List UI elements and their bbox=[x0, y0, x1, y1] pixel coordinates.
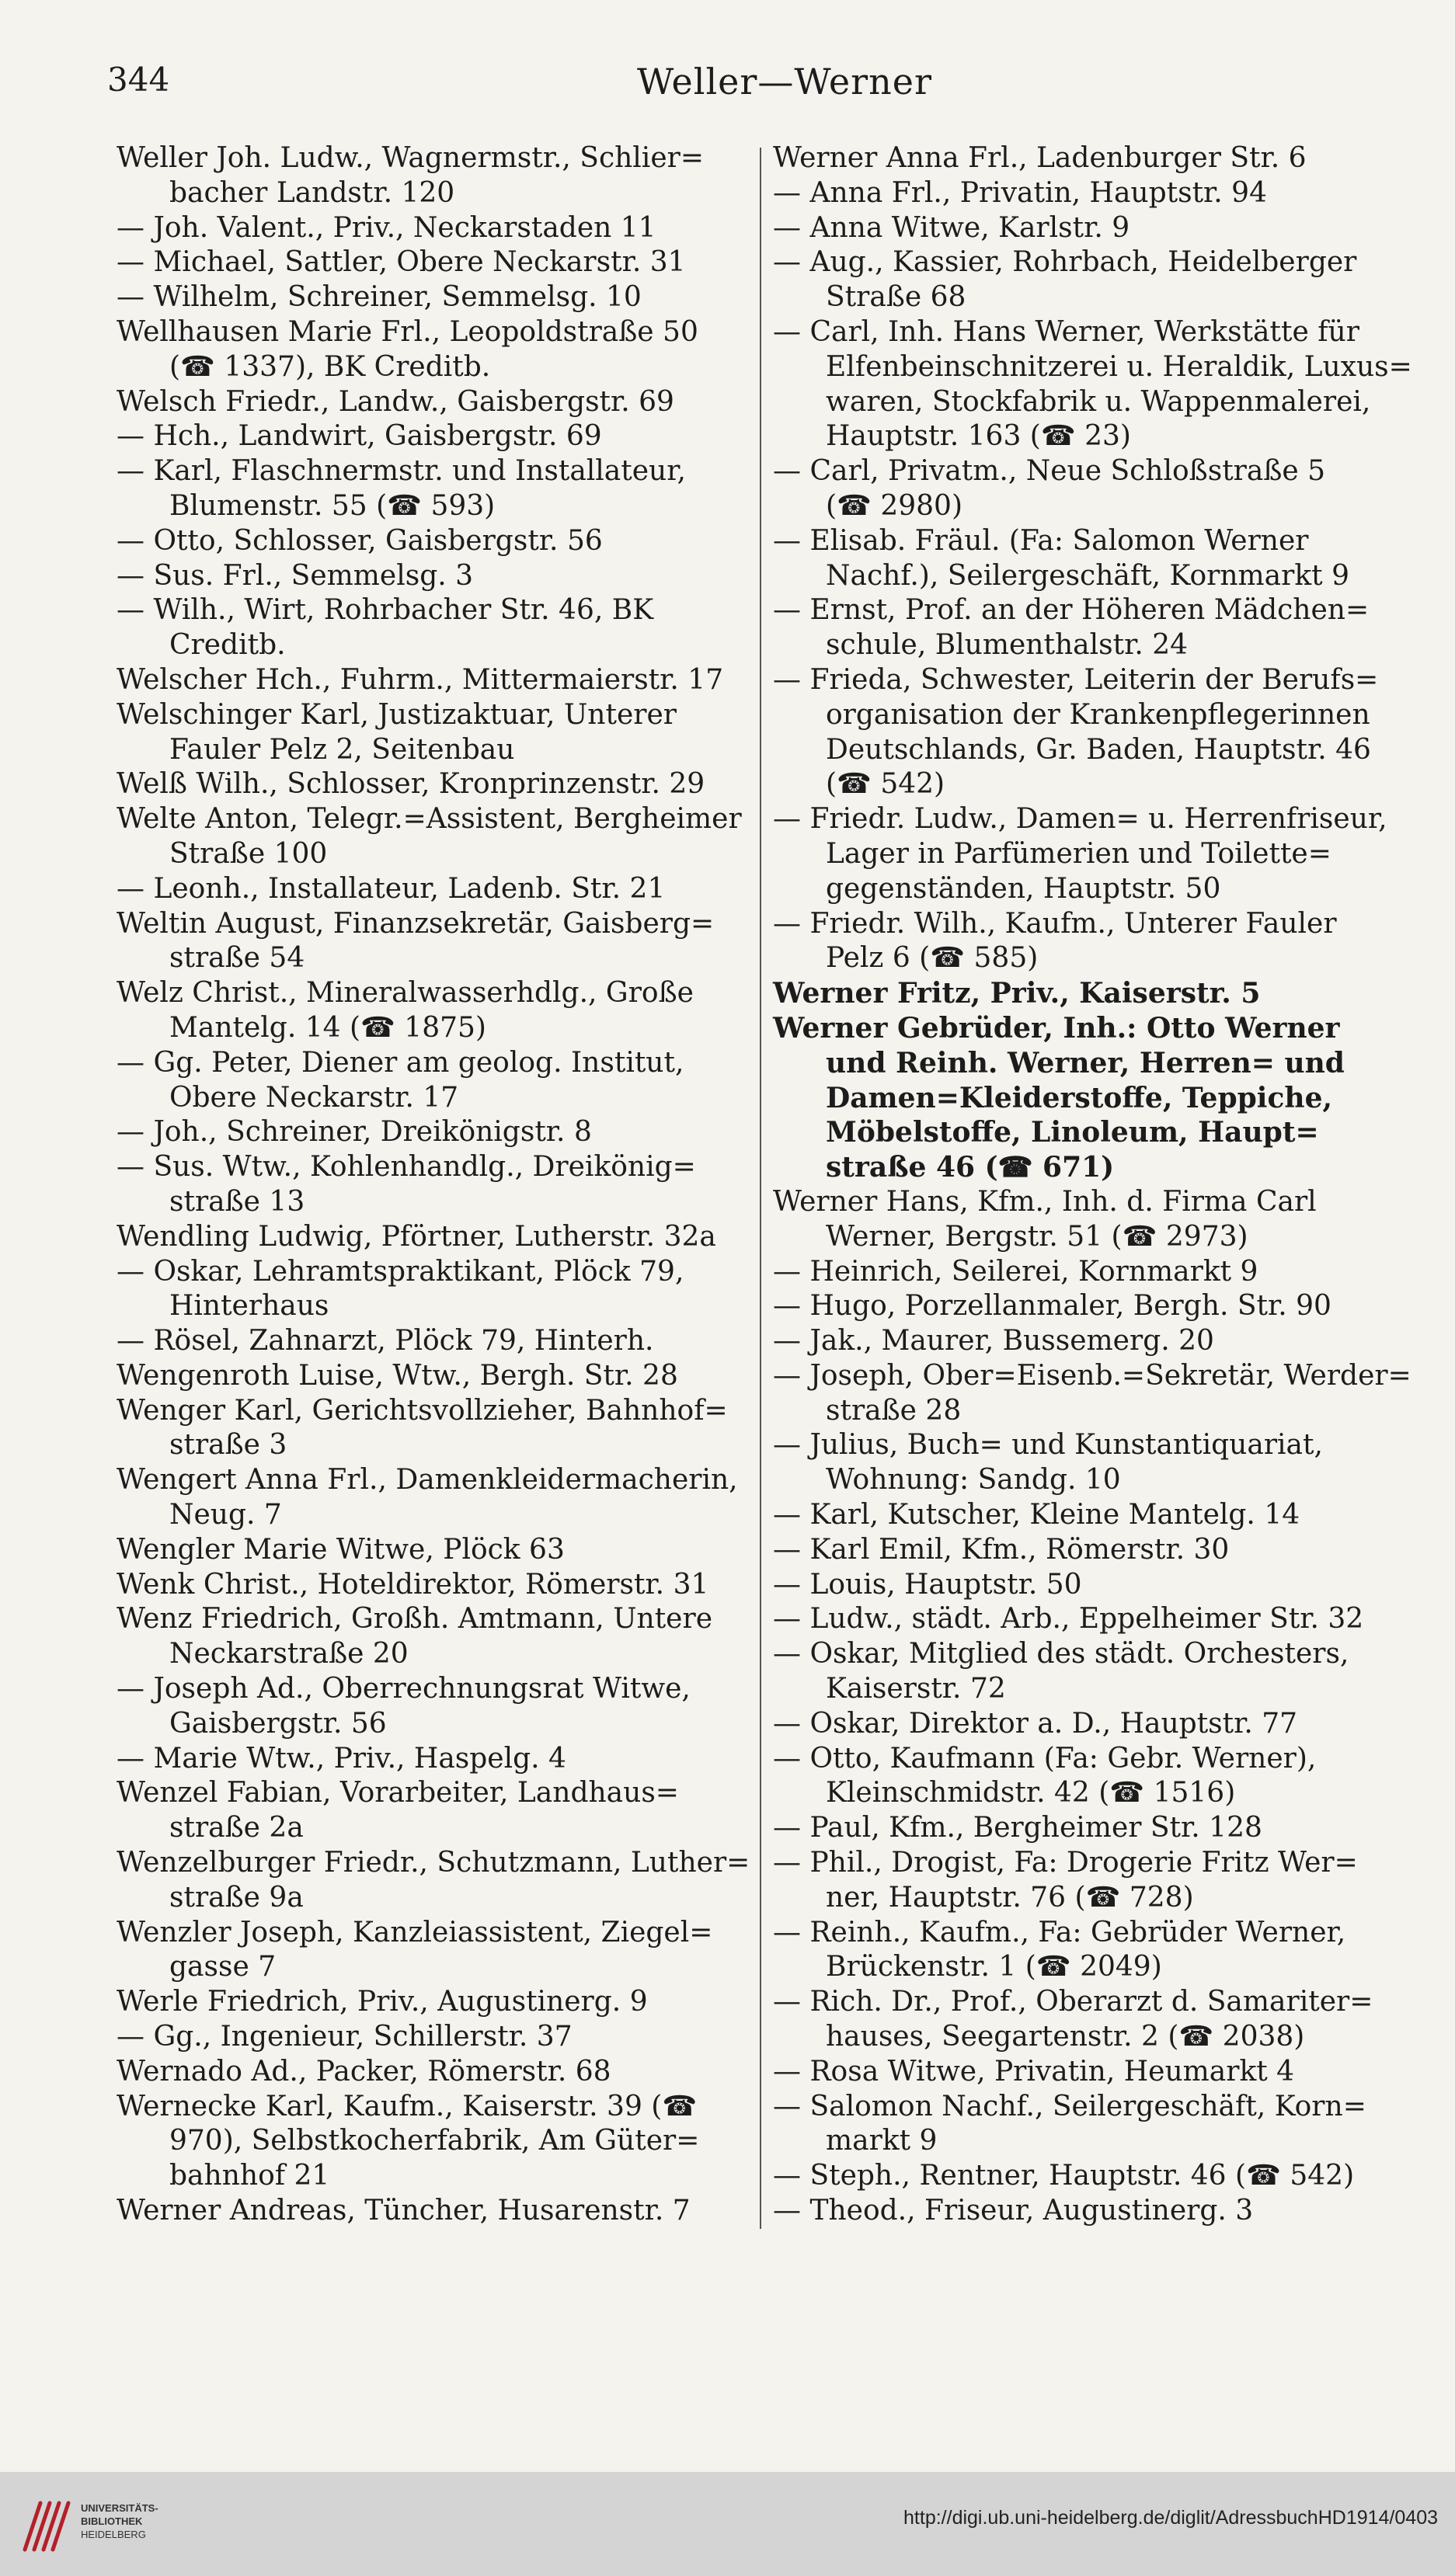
entry-line: straße 54 bbox=[169, 942, 305, 975]
entry-line: — Hugo, Porzellanmaler, Bergh. Str. 90 bbox=[773, 1290, 1331, 1323]
directory-entry bbox=[117, 2055, 754, 2090]
entry-line: — Michael, Sattler, Obere Neckarstr. 31 bbox=[117, 246, 686, 279]
entry-line: Wenzelburger Friedr., Schutzmann, Luther= bbox=[117, 1847, 750, 1879]
running-head: Weller—Werner bbox=[637, 61, 932, 103]
entry-line: Wernecke Karl, Kaufm., Kaiserstr. 39 (☎ bbox=[117, 2090, 698, 2122]
directory-entry bbox=[773, 1707, 1394, 1742]
entry-line: Welscher Hch., Fuhrm., Mittermaierstr. 17 bbox=[117, 663, 724, 696]
entry-line: — Marie Wtw., Priv., Haspelg. 4 bbox=[117, 1742, 566, 1775]
column-divider bbox=[760, 148, 761, 2229]
entry-line: Blumenstr. 55 (☎ 593) bbox=[169, 489, 496, 522]
entry-line: Brückenstr. 1 (☎ 2049) bbox=[826, 1951, 1162, 1983]
directory-entry bbox=[117, 245, 754, 280]
directory-entry bbox=[117, 2194, 754, 2229]
directory-entry bbox=[117, 141, 754, 211]
directory-entry bbox=[117, 315, 754, 385]
directory-entry bbox=[773, 524, 1394, 594]
source-url-link[interactable]: http://digi.ub.uni-heidelberg.de/diglit/AdressbuchHD1914/0403 bbox=[903, 2507, 1438, 2529]
entry-line: — Rosa Witwe, Privatin, Heumarkt 4 bbox=[773, 2055, 1295, 2088]
directory-entry bbox=[117, 1324, 754, 1359]
directory-entry bbox=[773, 907, 1394, 977]
entry-line: Werner Andreas, Tüncher, Husarenstr. 7 bbox=[117, 2195, 691, 2227]
directory-entry bbox=[773, 663, 1394, 802]
directory-entry bbox=[117, 2090, 754, 2194]
entry-line: bahnhof 21 bbox=[169, 2160, 330, 2192]
directory-entry bbox=[117, 385, 754, 420]
entry-line: — Joh., Schreiner, Dreikönigstr. 8 bbox=[117, 1116, 592, 1149]
entry-line: hauses, Seegartenstr. 2 (☎ 2038) bbox=[826, 2021, 1305, 2053]
directory-entry bbox=[117, 1359, 754, 1394]
entry-line: Obere Neckarstr. 17 bbox=[169, 1081, 459, 1114]
entry-line: Straße 100 bbox=[169, 837, 328, 870]
directory-entry bbox=[773, 1428, 1394, 1498]
entry-line: — Reinh., Kaufm., Fa: Gebrüder Werner, bbox=[773, 1916, 1346, 1949]
directory-entry bbox=[117, 1463, 754, 1533]
entry-line: Deutschlands, Gr. Baden, Hauptstr. 46 bbox=[826, 733, 1371, 766]
entry-line: Wendling Ludwig, Pförtner, Lutherstr. 32a bbox=[117, 1220, 716, 1253]
entry-line: — Ludw., städt. Arb., Eppelheimer Str. 32 bbox=[773, 1603, 1364, 1636]
entry-line: straße 9a bbox=[169, 1881, 304, 1914]
directory-entry bbox=[117, 1846, 754, 1916]
entry-line: Wengler Marie Witwe, Plöck 63 bbox=[117, 1533, 565, 1566]
directory-entry bbox=[117, 1046, 754, 1116]
right-column bbox=[773, 141, 1412, 2229]
entry-line: 970), Selbstkocherfabrik, Am Güter= bbox=[169, 2125, 700, 2157]
entry-line: Welsch Friedr., Landw., Gaisbergstr. 69 bbox=[117, 385, 674, 418]
directory-entry bbox=[773, 2159, 1394, 2194]
entry-line: Weltin August, Finanzsekretär, Gaisberg= bbox=[117, 907, 715, 940]
directory-entry bbox=[773, 1359, 1411, 1429]
directory-entry bbox=[773, 2055, 1394, 2090]
entry-line: (☎ 1337), BK Creditb. bbox=[169, 350, 491, 383]
directory-entry bbox=[117, 1985, 754, 2020]
directory-entry bbox=[773, 1185, 1394, 1255]
directory-entry bbox=[773, 1985, 1394, 2055]
entry-line: — Gg., Ingenieur, Schillerstr. 37 bbox=[117, 2021, 573, 2053]
entry-line: — Joseph, Ober=Eisenb.=Sekretär, Werder= bbox=[773, 1359, 1411, 1392]
entry-line: — Karl, Flaschnermstr. und Installateur, bbox=[117, 455, 686, 488]
entry-line: Kleinschmidstr. 42 (☎ 1516) bbox=[826, 1777, 1236, 1809]
entry-line: straße 13 bbox=[169, 1185, 305, 1218]
entry-line: — Louis, Hauptstr. 50 bbox=[773, 1568, 1082, 1601]
directory-entry bbox=[117, 1568, 754, 1603]
entry-line: Kaiserstr. 72 bbox=[826, 1673, 1006, 1705]
directory-entry bbox=[117, 1776, 754, 1846]
entry-line: straße 2a bbox=[169, 1812, 304, 1844]
directory-entry bbox=[117, 1150, 754, 1220]
library-name bbox=[81, 2501, 158, 2541]
entry-line: Welschinger Karl, Justizaktuar, Unterer bbox=[117, 698, 677, 731]
directory-entry bbox=[117, 802, 754, 872]
directory-entry bbox=[773, 2090, 1394, 2160]
entry-line: ner, Hauptstr. 76 (☎ 728) bbox=[826, 1881, 1194, 1914]
entry-line: Wernado Ad., Packer, Römerstr. 68 bbox=[117, 2055, 611, 2088]
entry-line: straße 46 (☎ 671) bbox=[826, 1151, 1115, 1184]
entry-line: Wenz Friedrich, Großh. Amtmann, Untere bbox=[117, 1603, 713, 1636]
entry-line: Werner Fritz, Priv., Kaiserstr. 5 bbox=[773, 977, 1261, 1010]
entry-line: — Theod., Friseur, Augustinerg. 3 bbox=[773, 2195, 1254, 2227]
entry-line: und Reinh. Werner, Herren= und bbox=[826, 1046, 1345, 1079]
page-number: 344 bbox=[107, 61, 170, 99]
directory-entry bbox=[117, 1115, 754, 1150]
directory-entry bbox=[117, 1220, 754, 1255]
entry-line: Welß Wilh., Schlosser, Kronprinzenstr. 29 bbox=[117, 768, 705, 801]
entry-line: Wenzler Joseph, Kanzleiassistent, Ziegel= bbox=[117, 1916, 713, 1949]
entry-line: Straße 68 bbox=[826, 281, 966, 314]
entry-line: gasse 7 bbox=[169, 1951, 277, 1983]
entry-line: — Joh. Valent., Priv., Neckarstaden 11 bbox=[117, 211, 656, 244]
directory-entry bbox=[773, 1811, 1394, 1846]
directory-entry bbox=[117, 211, 754, 246]
entry-line: — Leonh., Installateur, Ladenb. Str. 21 bbox=[117, 872, 666, 905]
directory-entry bbox=[773, 1498, 1394, 1533]
directory-entry bbox=[773, 1533, 1394, 1568]
entry-line: — Anna Frl., Privatin, Hauptstr. 94 bbox=[773, 176, 1267, 209]
entry-line: — Heinrich, Seilerei, Kornmarkt 9 bbox=[773, 1255, 1258, 1288]
entry-line: — Rösel, Zahnarzt, Plöck 79, Hinterh. bbox=[117, 1325, 654, 1358]
footer-bar bbox=[0, 2472, 1455, 2576]
entry-line: Damen=Kleiderstoffe, Teppiche, bbox=[826, 1081, 1333, 1114]
directory-entry bbox=[773, 454, 1394, 524]
entry-line: — Phil., Drogist, Fa: Drogerie Fritz Wer= bbox=[773, 1847, 1358, 1879]
directory-entry bbox=[773, 1255, 1394, 1290]
directory-entry bbox=[773, 176, 1394, 211]
entry-line: Wellhausen Marie Frl., Leopoldstraße 50 bbox=[117, 315, 698, 348]
entry-line: markt 9 bbox=[826, 2125, 938, 2157]
directory-entry bbox=[117, 280, 754, 315]
entry-line: waren, Stockfabrik u. Wappenmalerei, bbox=[826, 385, 1371, 418]
entry-line: bacher Landstr. 120 bbox=[169, 176, 455, 209]
entry-line: Neckarstraße 20 bbox=[169, 1638, 409, 1670]
entry-line: — Oskar, Mitglied des städt. Orchesters, bbox=[773, 1638, 1349, 1670]
entry-line: Creditb. bbox=[169, 629, 286, 662]
directory-entry bbox=[117, 559, 754, 594]
entry-line: Wenger Karl, Gerichtsvollzieher, Bahnhof= bbox=[117, 1394, 728, 1427]
directory-entry bbox=[773, 1742, 1394, 1812]
entry-line: — Otto, Kaufmann (Fa: Gebr. Werner), bbox=[773, 1742, 1317, 1775]
entry-line: Wenzel Fabian, Vorarbeiter, Landhaus= bbox=[117, 1777, 679, 1809]
entry-line: — Steph., Rentner, Hauptstr. 46 (☎ 542) bbox=[773, 2160, 1355, 2192]
directory-entry bbox=[773, 2194, 1394, 2229]
directory-entry bbox=[117, 767, 754, 802]
entry-line: schule, Blumenthalstr. 24 bbox=[826, 629, 1189, 662]
entry-line: Neug. 7 bbox=[169, 1499, 282, 1531]
directory-entry bbox=[773, 1602, 1394, 1637]
entry-line: — Salomon Nachf., Seilergeschäft, Korn= bbox=[773, 2090, 1366, 2122]
directory-entry bbox=[117, 976, 754, 1046]
entry-line: (☎ 2980) bbox=[826, 489, 962, 522]
directory-entry bbox=[773, 1568, 1394, 1603]
entry-line: Fauler Pelz 2, Seitenbau bbox=[169, 733, 515, 766]
entry-line: — Hch., Landwirt, Gaisbergstr. 69 bbox=[117, 420, 602, 453]
entry-line: — Gg. Peter, Diener am geolog. Institut, bbox=[117, 1046, 684, 1079]
entry-line: — Wilh., Wirt, Rohrbacher Str. 46, BK bbox=[117, 594, 654, 627]
library-name-line: BIBLIOTHEK bbox=[81, 2515, 143, 2527]
entry-line: — Elisab. Fräul. (Fa: Salomon Werner bbox=[773, 524, 1309, 557]
entry-line: — Ernst, Prof. an der Höheren Mädchen= bbox=[773, 594, 1370, 627]
directory-entry bbox=[773, 1011, 1394, 1185]
directory-entry bbox=[117, 454, 754, 524]
university-logo-icon bbox=[17, 2487, 87, 2557]
directory-entry bbox=[117, 1533, 754, 1568]
entry-line: — Carl, Inh. Hans Werner, Werkstätte für bbox=[773, 315, 1359, 348]
entry-line: Pelz 6 (☎ 585) bbox=[826, 942, 1039, 975]
directory-entry bbox=[773, 976, 1394, 1011]
entry-line: Nachf.), Seilergeschäft, Kornmarkt 9 bbox=[826, 559, 1349, 592]
library-name-line: UNIVERSITÄTS- bbox=[81, 2502, 158, 2514]
entry-line: — Friedr. Wilh., Kaufm., Unterer Fauler bbox=[773, 907, 1337, 940]
directory-entry bbox=[117, 1602, 754, 1672]
entry-line: Wenk Christ., Hoteldirektor, Römerstr. 31 bbox=[117, 1568, 709, 1601]
entry-line: Möbelstoffe, Linoleum, Haupt= bbox=[826, 1116, 1319, 1149]
directory-entry bbox=[117, 593, 754, 663]
directory-entry bbox=[117, 907, 754, 977]
directory-entry bbox=[117, 419, 754, 454]
entry-line: Wohnung: Sandg. 10 bbox=[826, 1464, 1121, 1497]
directory-entry bbox=[773, 315, 1412, 454]
entry-line: straße 3 bbox=[169, 1429, 287, 1462]
entry-line: — Karl, Kutscher, Kleine Mantelg. 14 bbox=[773, 1499, 1300, 1531]
directory-entry bbox=[117, 663, 754, 698]
entry-line: — Carl, Privatm., Neue Schloßstraße 5 bbox=[773, 455, 1326, 488]
directory-entry bbox=[773, 1324, 1394, 1359]
entry-line: Werner Gebrüder, Inh.: Otto Werner bbox=[773, 1011, 1340, 1045]
directory-entry bbox=[773, 802, 1394, 906]
entry-line: — Sus. Wtw., Kohlenhandlg., Dreikönig= bbox=[117, 1151, 696, 1184]
directory-entry bbox=[773, 1916, 1394, 1986]
entry-line: — Paul, Kfm., Bergheimer Str. 128 bbox=[773, 1812, 1262, 1844]
library-name-line: HEIDELBERG bbox=[81, 2529, 146, 2540]
entry-line: — Friedr. Ludw., Damen= u. Herrenfriseur, bbox=[773, 803, 1387, 836]
directory-entry bbox=[773, 1846, 1394, 1916]
entry-line: Hauptstr. 163 (☎ 23) bbox=[826, 420, 1131, 453]
entry-line: — Sus. Frl., Semmelsg. 3 bbox=[117, 559, 474, 592]
entry-line: Gaisbergstr. 56 bbox=[169, 1707, 387, 1740]
entry-line: Elfenbeinschnitzerei u. Heraldik, Luxus= bbox=[826, 350, 1412, 383]
entry-line: Welte Anton, Telegr.=Assistent, Bergheimer bbox=[117, 803, 742, 836]
directory-entry bbox=[117, 1394, 754, 1464]
directory-entry bbox=[773, 1637, 1394, 1707]
left-column bbox=[117, 141, 754, 2229]
directory-entry bbox=[117, 1742, 754, 1777]
directory-entry bbox=[117, 698, 754, 768]
entry-line: — Joseph Ad., Oberrechnungsrat Witwe, bbox=[117, 1673, 691, 1705]
entry-line: Mantelg. 14 (☎ 1875) bbox=[169, 1011, 486, 1044]
entry-line: — Anna Witwe, Karlstr. 9 bbox=[773, 211, 1130, 244]
directory-entry bbox=[117, 872, 754, 907]
entry-line: Werner, Bergstr. 51 (☎ 2973) bbox=[826, 1220, 1248, 1253]
directory-entry bbox=[773, 245, 1394, 315]
entry-line: — Julius, Buch= und Kunstantiquariat, bbox=[773, 1429, 1323, 1462]
entry-line: — Rich. Dr., Prof., Oberarzt d. Samariter= bbox=[773, 1986, 1373, 2018]
entry-line: Werner Hans, Kfm., Inh. d. Firma Carl bbox=[773, 1185, 1317, 1218]
directory-entry bbox=[773, 141, 1394, 176]
entry-line: — Oskar, Lehramtspraktikant, Plöck 79, bbox=[117, 1255, 684, 1288]
entry-line: Wengert Anna Frl., Damenkleidermacherin, bbox=[117, 1464, 738, 1497]
entry-line: gegenständen, Hauptstr. 50 bbox=[826, 872, 1221, 905]
directory-entry bbox=[117, 1916, 754, 1986]
entry-line: — Wilhelm, Schreiner, Semmelsg. 10 bbox=[117, 281, 642, 314]
entry-line: (☎ 542) bbox=[826, 768, 945, 801]
entry-line: — Karl Emil, Kfm., Römerstr. 30 bbox=[773, 1533, 1230, 1566]
entry-line: — Aug., Kassier, Rohrbach, Heidelberger bbox=[773, 246, 1357, 279]
entry-line: Hinterhaus bbox=[169, 1290, 329, 1323]
directory-entry bbox=[117, 1672, 754, 1742]
entry-line: Welz Christ., Mineralwasserhdlg., Große bbox=[117, 977, 694, 1010]
directory-entry bbox=[117, 2020, 754, 2055]
directory-entry bbox=[117, 524, 754, 559]
entry-line: Lager in Parfümerien und Toilette= bbox=[826, 837, 1331, 870]
directory-entry bbox=[773, 211, 1394, 246]
entry-line: — Frieda, Schwester, Leiterin der Berufs= bbox=[773, 663, 1379, 696]
entry-line: Wengenroth Luise, Wtw., Bergh. Str. 28 bbox=[117, 1359, 678, 1392]
entry-line: Weller Joh. Ludw., Wagnermstr., Schlier= bbox=[117, 142, 704, 174]
directory-entry bbox=[773, 593, 1394, 663]
entry-line: — Otto, Schlosser, Gaisbergstr. 56 bbox=[117, 524, 603, 557]
entry-line: Werner Anna Frl., Ladenburger Str. 6 bbox=[773, 142, 1307, 174]
entry-line: organisation der Krankenpflegerinnen bbox=[826, 698, 1370, 731]
entry-line: straße 28 bbox=[826, 1394, 962, 1427]
directory-entry bbox=[773, 1289, 1394, 1324]
entry-line: Werle Friedrich, Priv., Augustinerg. 9 bbox=[117, 1986, 648, 2018]
entry-line: — Jak., Maurer, Bussemerg. 20 bbox=[773, 1325, 1214, 1358]
directory-entry bbox=[117, 1255, 754, 1325]
entry-line: — Oskar, Direktor a. D., Hauptstr. 77 bbox=[773, 1707, 1298, 1740]
